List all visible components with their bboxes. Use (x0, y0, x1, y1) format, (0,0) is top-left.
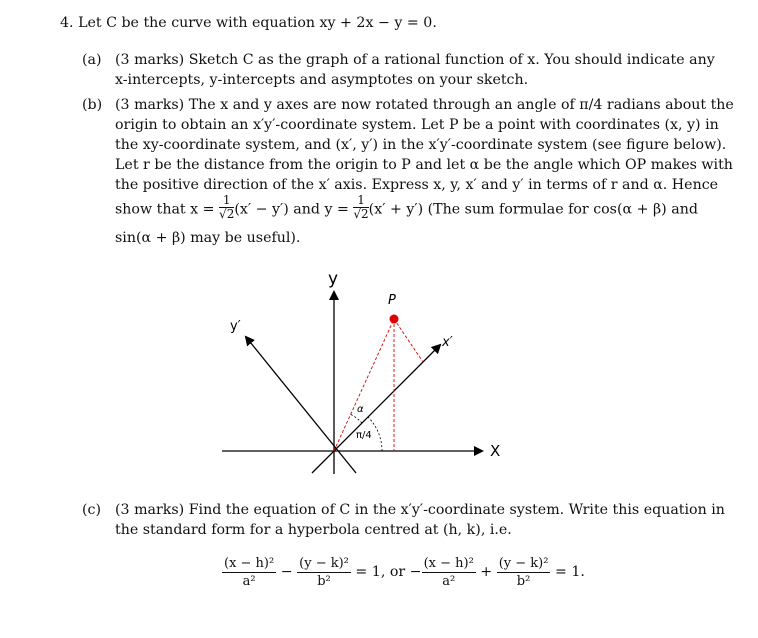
show-prefix: show that x = (115, 201, 215, 218)
part-b-show-line (115, 193, 698, 223)
equals-or: = 1, or − (355, 564, 422, 580)
fraction-y-term-1: $\frac{\text{(y − k)²}}{\text{b²}}$ (299, 555, 349, 589)
expr-y: (x′ + y′) (The sum formulae for cos(α + β) and (368, 201, 698, 218)
fraction-one-over-root2-a: $\frac{1}{√2}$ (219, 193, 235, 221)
part-a-label: (a) (82, 52, 102, 68)
fraction-one-over-root2-b: $\frac{1}{√2}$ (353, 193, 369, 221)
expr-x: (x′ − y′) and y = (234, 201, 349, 218)
hyperbola-standard-forms (222, 552, 585, 592)
part-b-label: (b) (82, 97, 103, 113)
equals-one: = 1. (554, 564, 585, 580)
part-b-line-3: the xy-coordinate system, and (x′, y′) in the x′y′-coordinate system (see figure below). (115, 137, 727, 153)
point-p (390, 315, 399, 324)
question-number: 4. (60, 15, 74, 31)
projection-to-xprime (394, 319, 423, 362)
part-b-last-line: sin(α + β) may be useful). (115, 230, 301, 246)
part-b-line-4: Let r be the distance from the origin to P and let α be the angle which OP makes with (115, 157, 733, 173)
x-prime-label: x′ (442, 335, 453, 350)
x-prime-axis (312, 345, 440, 473)
part-b-line-5: the positive direction of the x′ axis. Express x, y, x′ and y′ in terms of r and α. Hence (115, 177, 719, 193)
part-c-line-1: (3 marks) Find the equation of C in the x′y′-coordinate system. Write this equation in (115, 502, 725, 518)
question-header (60, 14, 437, 32)
x-axis-label: X (490, 442, 501, 460)
p-label: P (388, 293, 396, 308)
y-axis-label: y (328, 269, 339, 289)
part-b-line-2: origin to obtain an x′y′-coordinate system. Let P be a point with coordinates (x, y) in (115, 117, 719, 133)
y-prime-label: y′ (230, 319, 241, 334)
arc-alpha (350, 414, 362, 423)
part-a-line-2: x-intercepts, y-intercepts and asymptotes on your sketch. (115, 72, 529, 88)
question-intro: Let C be the curve with equation xy + 2x − y = 0. (78, 15, 437, 31)
part-c-line-2: the standard form for a hyperbola centred at (h, k), i.e. (115, 522, 512, 538)
minus-sign: − (280, 564, 293, 580)
fraction-x-term-1: $\frac{\text{(x − h)²}}{\text{a²}}$ (224, 555, 275, 589)
rotation-figure (190, 262, 520, 482)
part-c-label: (c) (82, 502, 102, 518)
fraction-y-term-2: $\frac{\text{(y − k)²}}{\text{b²}}$ (498, 555, 549, 589)
plus-sign: + (480, 564, 493, 580)
alpha-label: α (357, 404, 364, 415)
part-b-line-1: (3 marks) The x and y axes are now rotated through an angle of π/4 radians about the (115, 97, 734, 113)
angle-label: π/4 (356, 430, 372, 441)
y-prime-axis (246, 337, 356, 473)
part-a-line-1: (3 marks) Sketch C as the graph of a rational function of x. You should indicate any (115, 52, 715, 68)
fraction-x-term-2: $\frac{\text{(x − h)²}}{\text{a²}}$ (423, 555, 474, 589)
